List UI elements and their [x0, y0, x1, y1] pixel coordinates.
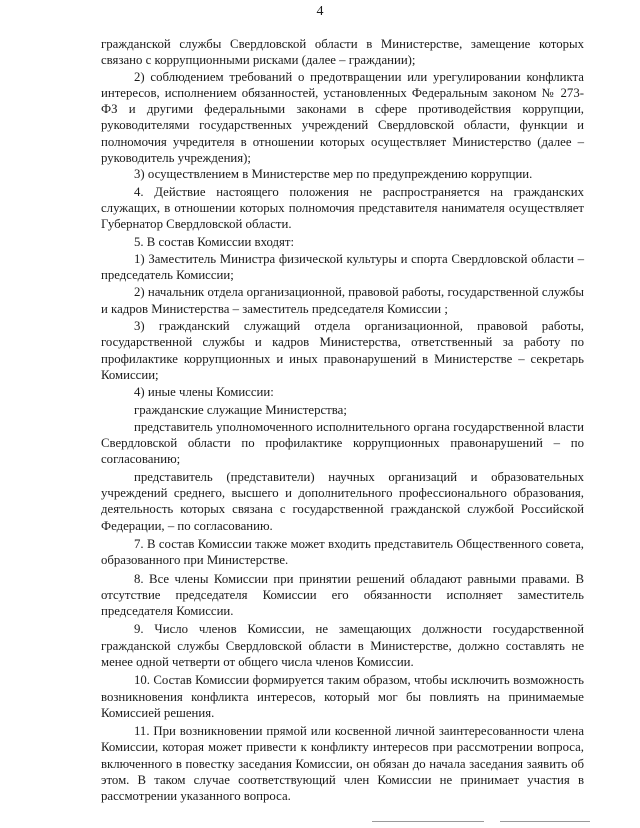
paragraph-11: 11. При возникновении прямой или косвенной личной заинтересованности члена Комиссии, которая может привести к конфликту интересов при рассмотрении вопроса, включенного в повестку заседания Комиссии, он обязан до начала заседания заявить об этом. В таком случае соответствующий член Комиссии не принимает участия в рассмотрении указанного вопроса. — [101, 724, 584, 804]
paragraph-5-item-3: 3) гражданский служащий отдела организационной, правовой работы, государственной службы и кадров Министерства, ответственный за работу по профилактике коррупционных и иных правонарушений в Министерстве – секретарь Комиссии; — [101, 319, 584, 382]
paragraph-5-item-4: 4) иные члены Комиссии: — [134, 385, 274, 400]
page-number: 4 — [316, 4, 324, 19]
paragraph-item-2: 2) соблюдением требований о предотвращении или урегулировании конфликта интересов, исполнением обязанностей, установленных Федеральным законом № 273-ФЗ и другими федеральными законами в сфере противодействия коррупции, руководителями государственных учреждений Свердловской области, функции и полномочия учредителя в отношении которых осуществляет Министерство (далее – руководитель учреждения); — [101, 69, 584, 166]
paragraph-civil-servants: гражданские служащие Министерства; — [134, 402, 347, 417]
paragraph-10: 10. Состав Комиссии формируется таким образом, чтобы исключить возможность возникновения конфликта интересов, который мог бы повлиять на принимаемые Комиссией решения. — [101, 673, 584, 720]
paragraph-continuation: гражданской службы Свердловской области в Министерстве, замещение которых связано с коррупционными рисками (далее – граждании); — [101, 37, 584, 68]
paragraph-5: 5. В состав Комиссии входят: — [134, 234, 295, 249]
paragraph-8: 8. Все члены Комиссии при принятии решений обладают равными правами. В отсутствие председателя Комиссии его обязанности исполняет заместитель председателя Комиссии. — [101, 571, 584, 619]
paragraph-9: 9. Число членов Комиссии, не замещающих должности государственной гражданской службы Свердловской области в Министерстве, должно составлять не менее одной четверти от общего числа членов Комиссии. — [101, 622, 584, 669]
paragraph-4: 4. Действие настоящего положения не распространяется на гражданских служащих, в отношении которых полномочия представителя нанимателя осуществляет Губернатор Свердловской области. — [101, 184, 584, 232]
paragraph-authorized-body: представитель уполномоченного исполнительного органа государственной власти Свердловской области по профилактике коррупционных правонарушений – по согласованию; — [101, 419, 584, 467]
paragraph-5-item-1: 1) Заместитель Министра физической культуры и спорта Свердловской области – председатель Комиссии; — [101, 251, 584, 283]
paragraph-5-item-2: 2) начальник отдела организационной, правовой работы, государственной службы и кадров Министерства – заместитель председателя Комиссии ; — [101, 285, 584, 316]
footer-rule-right — [500, 821, 590, 822]
document-body — [101, 36, 584, 805]
paragraph-scientific-reps: представитель (представители) научных организаций и образовательных учреждений среднего, высшего и дополнительного профессионального образования, деятельность которых связана с государственной гражданской службой Российской Федерации, – по согласованию. — [101, 469, 584, 533]
paragraph-item-3: 3) осуществлением в Министерстве мер по предупреждению коррупции. — [134, 167, 533, 182]
paragraph-7: 7. В состав Комиссии также может входить представитель Общественного совета, образованного при Министерстве. — [101, 536, 584, 568]
footer-rule-left — [372, 821, 484, 822]
